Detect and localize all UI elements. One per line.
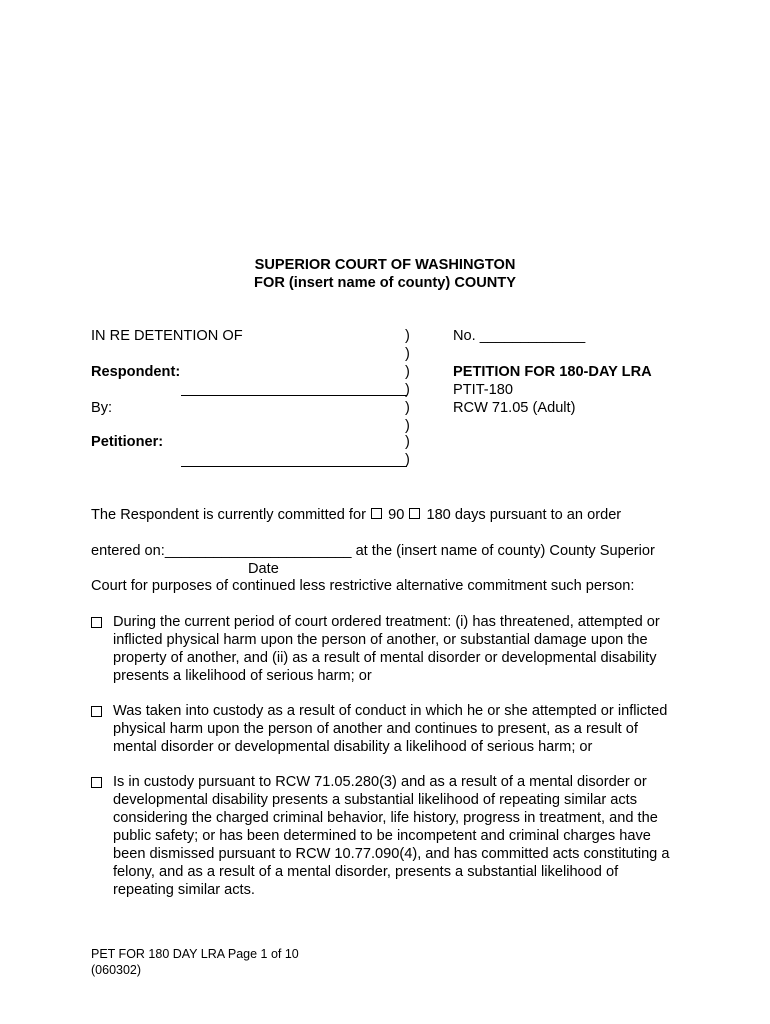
footer-form-date: (060302): [91, 963, 142, 977]
item-text: During the current period of court ordered treatment: (i) has threatened, attempted or inflicted physical harm upon the person of another, or substantial damage upon the property of another, and (ii) as a result of mental disorder or developmental disability presents a likelihood of serious harm; or: [113, 614, 660, 684]
county-title: FOR (insert name of county) COUNTY: [254, 275, 516, 291]
item-checkbox[interactable]: [91, 705, 103, 717]
caption-paren: ): [405, 400, 410, 416]
caption-paren: ): [405, 346, 410, 362]
checkbox-90-days[interactable]: [371, 508, 382, 519]
caption-paren: ): [405, 452, 410, 468]
commitment-line: [91, 506, 621, 524]
date-caption: Date: [248, 561, 279, 577]
item-checkbox[interactable]: [91, 616, 103, 628]
form-code: PTIT-180: [453, 382, 514, 398]
respondent-label: Respondent:: [91, 364, 181, 380]
statute-reference: RCW 71.05 (Adult): [453, 400, 576, 416]
court-title: SUPERIOR COURT OF WASHINGTON: [254, 257, 516, 273]
option-180-label: 180 days pursuant to an order: [426, 507, 622, 523]
court-purpose-line: Court for purposes of continued less restrictive alternative commitment such person:: [91, 578, 635, 594]
petitioner-label: Petitioner:: [91, 434, 164, 450]
document-title: PETITION FOR 180-DAY LRA: [453, 364, 652, 380]
caption-paren: ): [405, 328, 410, 344]
petitioner-name-line: [181, 466, 407, 467]
case-number: No. _____________: [453, 328, 586, 344]
item-checkbox[interactable]: [91, 776, 103, 788]
by-label: By:: [91, 400, 113, 416]
checkbox-icon: [91, 617, 102, 628]
in-re-label: IN RE DETENTION OF: [91, 328, 243, 344]
checkbox-icon: [91, 777, 102, 788]
caption-paren: ): [405, 418, 410, 434]
entered-on-line: entered on:_______________________ at the (insert name of county) County Superior: [91, 543, 655, 559]
footer-page-label: PET FOR 180 DAY LRA Page 1 of 10: [91, 947, 299, 961]
option-90-label: 90: [388, 507, 405, 523]
item-text: Is in custody pursuant to RCW 71.05.280(3) and as a result of a mental disorder or developmental disability presents a substantial likelihood of repeating similar acts considering the charged criminal behavior, life history, progress in treatment, and the public safety; or has been determined to be incompetent and criminal charges have been dismissed pursuant to RCW 10.77.090(4), and has committed acts constituting a felony, and as a result of a mental disorder, presents a substantial likelihood of repeating similar acts.: [113, 774, 670, 898]
checkbox-180-days[interactable]: [409, 508, 420, 519]
caption-paren: ): [405, 434, 410, 450]
caption-paren: ): [405, 382, 410, 398]
commitment-prefix: The Respondent is currently committed for: [91, 507, 366, 523]
checkbox-icon: [91, 706, 102, 717]
respondent-name-line: [181, 395, 407, 396]
item-text: Was taken into custody as a result of conduct in which he or she attempted or inflicted physical harm upon the person of another and continues to present, as a result of mental disorder or developmental disability a likelihood of serious harm; or: [113, 703, 668, 755]
caption-paren: ): [405, 364, 410, 380]
